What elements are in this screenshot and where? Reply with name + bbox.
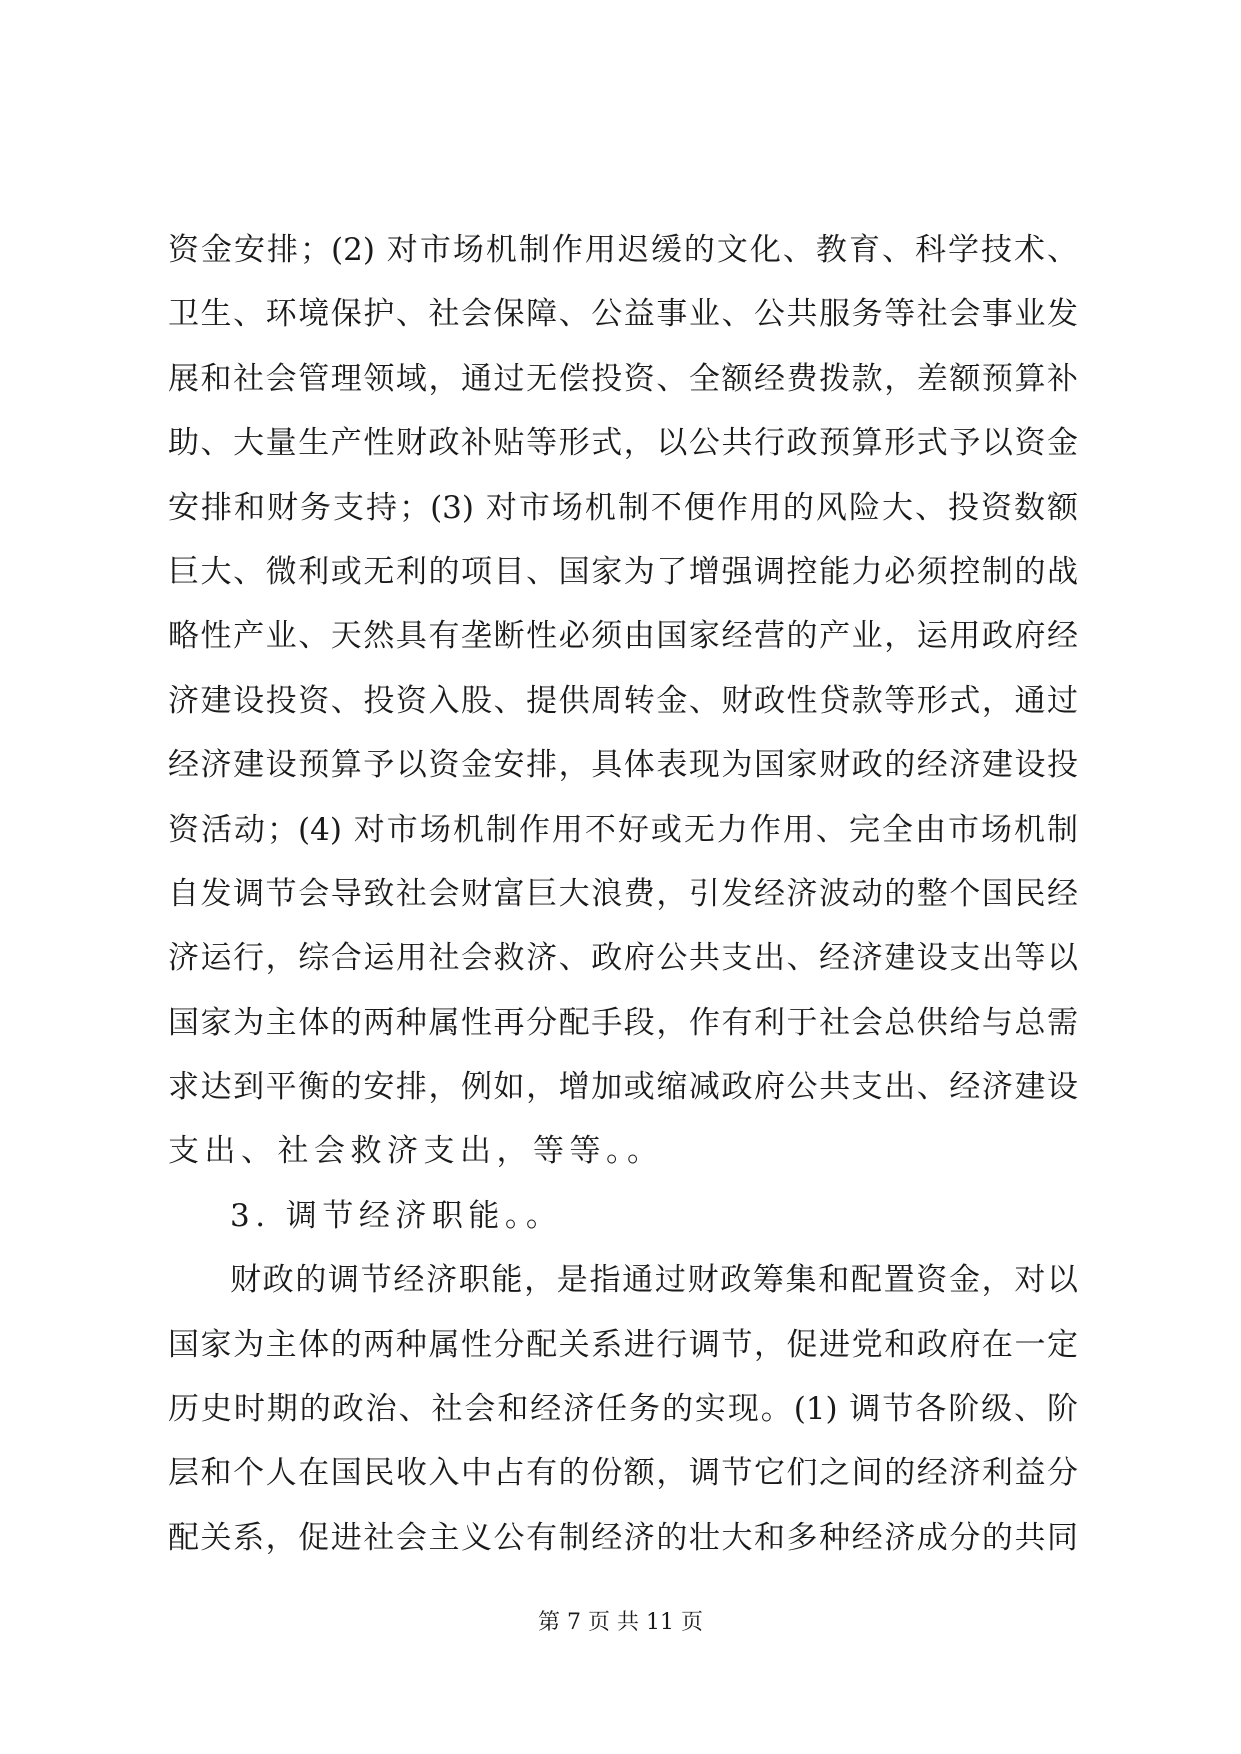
text-line: 卫生、环境保护、社会保障、公益事业、公共服务等社会事业发 xyxy=(168,296,1078,333)
text-line: 安排和财务支持；(3) 对市场机制不便作用的风险大、投资数额 xyxy=(168,489,1078,526)
text-line: 支出、社会救济支出，等等。。 xyxy=(168,1133,664,1170)
text-line: 配关系，促进社会主义公有制经济的壮大和多种经济成分的共同 xyxy=(168,1519,1078,1556)
text-line: 略性产业、天然具有垄断性必须由国家经营的产业，运用政府经 xyxy=(168,618,1078,655)
text-line: 经济建设预算予以资金安排，具体表现为国家财政的经济建设投 xyxy=(168,747,1078,784)
text-line: 求达到平衡的安排，例如，增加或缩减政府公共支出、经济建设 xyxy=(168,1069,1078,1106)
text-line: 国家为主体的两种属性再分配手段，作有利于社会总供给与总需 xyxy=(168,1004,1078,1041)
text-line: 巨大、微利或无利的项目、国家为了增强调控能力必须控制的战 xyxy=(168,553,1078,590)
text-line: 资活动；(4) 对市场机制作用不好或无力作用、完全由市场机制 xyxy=(168,811,1078,848)
text-line: 展和社会管理领域，通过无偿投资、全额经费拨款，差额预算补 xyxy=(168,360,1078,397)
text-line: 济运行，综合运用社会救济、政府公共支出、经济建设支出等以 xyxy=(168,940,1078,977)
page-number: 第 7 页 共 11 页 xyxy=(538,1610,703,1635)
text-line: 济建设投资、投资入股、提供周转金、财政性贷款等形式，通过 xyxy=(168,682,1078,719)
text-line: 财政的调节经济职能，是指通过财政筹集和配置资金，对以 xyxy=(230,1262,1078,1299)
text-line: 助、大量生产性财政补贴等形式，以公共行政预算形式予以资金 xyxy=(168,425,1078,462)
text-line: 自发调节会导致社会财富巨大浪费，引发经济波动的整个国民经 xyxy=(168,875,1078,912)
section-heading: 3. 调节经济职能。。 xyxy=(230,1197,563,1234)
body-text xyxy=(168,218,1078,1570)
text-line: 国家为主体的两种属性分配关系进行调节，促进党和政府在一定 xyxy=(168,1326,1078,1363)
text-line: 资金安排；(2) 对市场机制作用迟缓的文化、教育、科学技术、 xyxy=(168,232,1078,268)
text-line: 历史时期的政治、社会和经济任务的实现。(1) 调节各阶级、阶 xyxy=(168,1391,1078,1428)
text-line: 层和个人在国民收入中占有的份额，调节它们之间的经济利益分 xyxy=(168,1455,1078,1492)
